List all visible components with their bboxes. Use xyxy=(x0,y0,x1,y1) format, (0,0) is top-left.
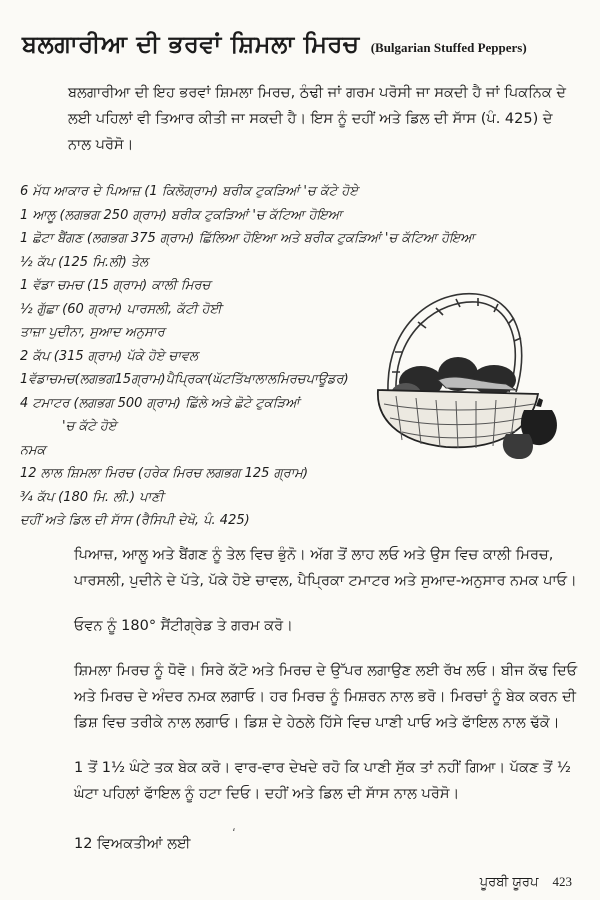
ingredient-item-continued: 'ਚ ਕੱਟੇ ਹੋਏ xyxy=(62,419,117,434)
ingredient-item: ½ ਕੱਪ (125 ਮਿ.ਲੀ) ਤੇਲ xyxy=(20,254,149,270)
page-number: 423 xyxy=(552,874,572,889)
servings-note: 12 ਵਿਅਕਤੀਆਂ ਲਈ xyxy=(74,836,191,852)
ingredient-item: ¾ ਕੱਪ (180 ਮਿ. ਲੀ.) ਪਾਣੀ xyxy=(20,489,164,505)
ingredient-item: ਨਮਕ xyxy=(20,442,46,458)
ingredient-item: 2 ਕੱਪ (315 ਗ੍ਰਾਮ) ਪੱਕੇ ਹੋਏ ਚਾਵਲ xyxy=(20,348,198,364)
method-step: ਪਿਆਜ਼, ਆਲੂ ਅਤੇ ਬੈਂਗਣ ਨੂੰ ਤੇਲ ਵਿਚ ਭੁੰਨੋ। ਅੱਗ ਤੋਂ ਲਾਹ ਲਓ ਅਤੇ ਉਸ ਵਿਚ ਕਾਲੀ ਮਿਰਚ, ਪਾਰਸਲੀ, ਪੁਦੀਨੇ ਦੇ ਪੱਤੇ, ਪੱਕੇ ਹੋਏ ਚਾਵਲ, ਪੈਪ੍ਰਿਕਾ ਟਮਾਟਰ ਅਤੇ ਸੁਆਦ-ਅਨੁਸਾਰ ਨਮਕ ਪਾਓ। xyxy=(74,547,577,589)
ingredient-item: 4 ਟਮਾਟਰ (ਲਗਭਗ 500 ਗ੍ਰਾਮ) ਛਿੱਲੇ ਅਤੇ ਛੋਟੇ ਟੁਕੜਿਆਂ xyxy=(20,395,300,411)
basket-illustration xyxy=(366,282,570,464)
recipe-english-title: (Bulgarian Stuffed Peppers) xyxy=(370,40,527,55)
page-footer xyxy=(480,874,572,890)
ingredient-item: 1 ਛੋਟਾ ਬੈਂਗਣ (ਲਗਭਗ 375 ਗ੍ਰਾਮ) ਛਿੱਲਿਆ ਹੋਇਆ ਅਤੇ ਬਰੀਕ ਟੁਕੜਿਆਂ 'ਚ ਕੱਟਿਆ ਹੋਇਆ xyxy=(20,231,475,246)
recipe-header xyxy=(22,30,527,58)
method-step: ਓਵਨ ਨੂੰ 180° ਸੈਂਟੀਗ੍ਰੇਡ ਤੇ ਗਰਮ ਕਰੋ। xyxy=(74,618,293,634)
ingredient-item: ਦਹੀਂ ਅਤੇ ਡਿਲ ਦੀ ਸਾੱਸ (ਰੈਸਿਪੀ ਦੇਖੋ, ਪੰ. 425) xyxy=(20,513,250,528)
section-name: ਪੂਰਬੀ ਯੂਰਪ xyxy=(479,875,539,890)
ingredient-item: 1 ਵੱਡਾ ਚਮਚ (15 ਗ੍ਰਾਮ) ਕਾਲੀ ਮਿਰਚ xyxy=(20,278,211,293)
stray-mark: ʻ xyxy=(232,826,236,840)
method-steps xyxy=(74,542,579,826)
ingredient-item: ½ ਗੁੱਛਾ (60 ਗ੍ਰਾਮ) ਪਾਰਸਲੀ, ਕੱਟੀ ਹੋਈ xyxy=(20,301,222,317)
ingredient-item: 6 ਮੱਧ ਆਕਾਰ ਦੇ ਪਿਆਜ਼ (1 ਕਿਲੋਗ੍ਰਾਮ) ਬਰੀਕ ਟੁਕੜਿਆਂ 'ਚ ਕੱਟੇ ਹੋਏ xyxy=(20,184,358,199)
method-step: ਸ਼ਿਮਲਾ ਮਿਰਚ ਨੂੰ ਧੋਵੋ। ਸਿਰੇ ਕੱਟੋ ਅਤੇ ਮਿਰਚ ਦੇ ਉੱਪਰ ਲਗਾਉਣ ਲਈ ਰੱਖ ਲਓ। ਬੀਜ ਕੱਢ ਦਿਓ ਅਤੇ ਮਿਰਚ ਦੇ ਅੰਦਰ ਨਮਕ ਲਗਾਓ। ਹਰ ਮਿਰਚ ਨੂੰ ਮਿਸ਼ਰਨ ਨਾਲ ਭਰੋ। ਮਿਰਚਾਂ ਨੂੰ ਬੇਕ ਕਰਨ ਦੀ ਡਿਸ਼ ਵਿਚ ਤਰੀਕੇ ਨਾਲ ਲਗਾਓ। ਡਿਸ਼ ਦੇ ਹੇਠਲੇ ਹਿੱਸੇ ਵਿਚ ਪਾਣੀ ਪਾਓ ਅਤੇ ਫਾੱਇਲ ਨਾਲ ਢੱਕੋ। xyxy=(74,663,578,731)
recipe-title: ਬਲਗਾਰੀਆ ਦੀ ਭਰਵਾਂ ਸ਼ਿਮਲਾ ਮਿਰਚ xyxy=(22,30,360,58)
recipe-intro: ਬਲਗਾਰੀਆ ਦੀ ਇਹ ਭਰਵਾਂ ਸ਼ਿਮਲਾ ਮਿਰਚ, ਠੰਢੀ ਜਾਂ ਗਰਮ ਪਰੋਸੀ ਜਾ ਸਕਦੀ ਹੈ ਜਾਂ ਪਿਕਨਿਕ ਦੇ ਲਈ ਪਹਿਲਾਂ ਵੀ ਤਿਆਰ ਕੀਤੀ ਜਾ ਸਕਦੀ ਹੈ। ਇਸ ਨੂੰ ਦਹੀਂ ਅਤੇ ਡਿਲ ਦੀ ਸਾੱਸ (ਪੰ. 425) ਦੇ ਨਾਲ ਪਰੋਸੋ। xyxy=(68,85,566,153)
ingredient-item: ਤਾਜ਼ਾ ਪੁਦੀਨਾ, ਸੁਆਦ ਅਨੁਸਾਰ xyxy=(20,325,165,340)
ingredient-item: 1ਵੱਡਾਚਮਚ(ਲਗਭਗ15ਗ੍ਰਾਮ)ਪੈਪ੍ਰਿਕਾ(ਘੱਟਤਿੱਖਾਲਾਲਮਿਰਚਪਾਊਡਰ) xyxy=(20,372,349,387)
ingredient-item: 12 ਲਾਲ ਸ਼ਿਮਲਾ ਮਿਰਚ (ਹਰੇਕ ਮਿਰਚ ਲਗਭਗ 125 ਗ੍ਰਾਮ) xyxy=(20,466,309,481)
method-step: 1 ਤੋਂ 1½ ਘੰਟੇ ਤਕ ਬੇਕ ਕਰੋ। ਵਾਰ-ਵਾਰ ਦੇਖਦੇ ਰਹੋ ਕਿ ਪਾਣੀ ਸੁੱਕ ਤਾਂ ਨਹੀਂ ਗਿਆ। ਪੱਕਣ ਤੋਂ ½ ਘੰਟਾ ਪਹਿਲਾਂ ਫਾੱਇਲ ਨੂੰ ਹਟਾ ਦਿਓ। ਦਹੀਂ ਅਤੇ ਡਿਲ ਦੀ ਸਾੱਸ ਨਾਲ ਪਰੋਸੋ। xyxy=(74,760,571,802)
ingredient-item: 1 ਆਲੂ (ਲਗਭਗ 250 ਗ੍ਰਾਮ) ਬਰੀਕ ਟੁਕੜਿਆਂ 'ਚ ਕੱਟਿਆ ਹੋਇਆ xyxy=(20,207,342,223)
